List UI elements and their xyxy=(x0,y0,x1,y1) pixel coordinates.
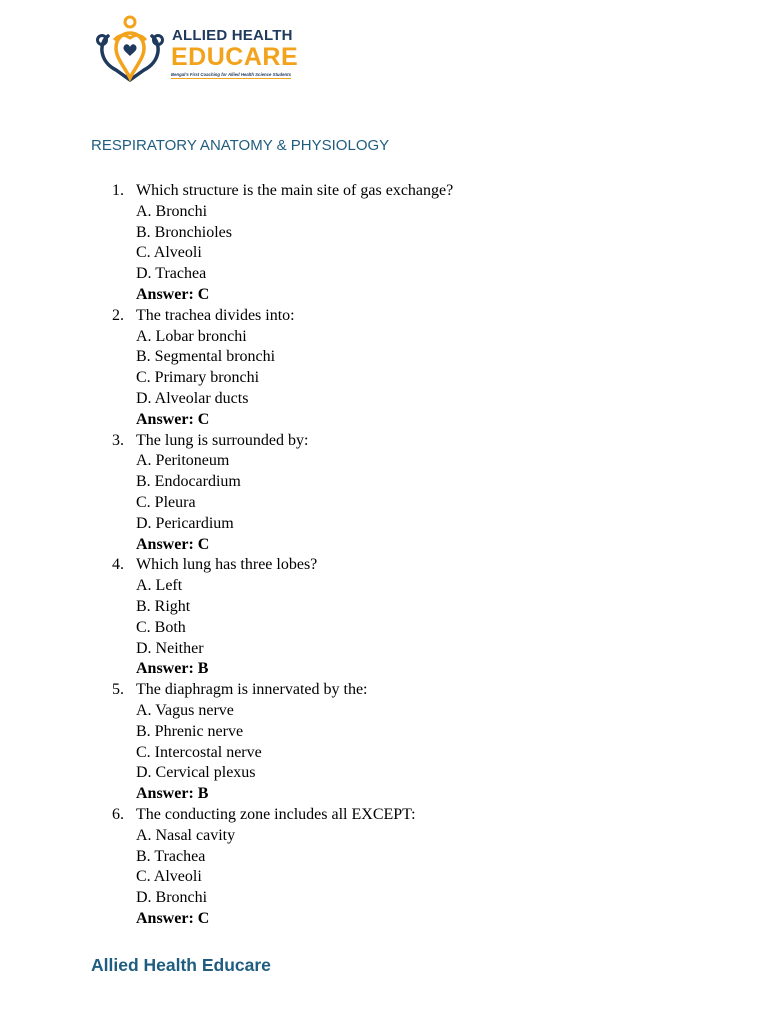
question-text: The conducting zone includes all EXCEPT: xyxy=(136,805,416,823)
option-a: A. Vagus nerve xyxy=(136,701,234,719)
option-a: A. Peritoneum xyxy=(136,452,230,470)
question-number: 5. xyxy=(112,681,124,699)
option-b: B. Bronchioles xyxy=(136,223,232,241)
question-text: Which structure is the main site of gas exchange? xyxy=(136,182,454,199)
option-d: D. Neither xyxy=(136,639,204,657)
option-c: C. Primary bronchi xyxy=(136,369,260,387)
option-c: C. Both xyxy=(136,618,186,636)
question-number: 1. xyxy=(112,182,124,199)
answer-label: Answer: B xyxy=(136,785,209,803)
option-c: C. Alveoli xyxy=(136,868,202,886)
question-item xyxy=(112,680,672,805)
option-a: A. Bronchi xyxy=(136,202,208,220)
option-b: B. Phrenic nerve xyxy=(136,722,244,740)
option-b: B. Right xyxy=(136,597,191,615)
option-a: A. Nasal cavity xyxy=(136,826,236,844)
brand-name-line2: EDUCARE xyxy=(171,43,299,71)
question-item xyxy=(112,431,672,556)
brand-name-line1: ALLIED HEALTH xyxy=(172,27,293,44)
option-b: B. Trachea xyxy=(136,847,206,865)
question-number: 6. xyxy=(112,805,124,823)
question-text: Which lung has three lobes? xyxy=(136,556,318,574)
people-pin-icon xyxy=(94,14,166,84)
option-a: A. Left xyxy=(136,577,183,595)
footer-brand: Allied Health Educare xyxy=(91,955,271,975)
question-list xyxy=(112,181,672,930)
question-item xyxy=(112,306,672,431)
option-c: C. Intercostal nerve xyxy=(136,743,262,761)
answer-label: Answer: C xyxy=(136,285,210,303)
question-number: 3. xyxy=(112,431,124,449)
option-d: D. Pericardium xyxy=(136,514,234,532)
answer-label: Answer: C xyxy=(136,410,210,428)
brand-logo xyxy=(94,14,299,84)
answer-label: Answer: B xyxy=(136,660,209,678)
question-text: The trachea divides into: xyxy=(136,306,295,324)
section-title: RESPIRATORY ANATOMY & PHYSIOLOGY xyxy=(91,137,390,154)
answer-label: Answer: C xyxy=(136,535,210,553)
option-c: C. Alveoli xyxy=(136,244,202,262)
option-a: A. Lobar bronchi xyxy=(136,327,247,345)
question-item xyxy=(112,805,672,930)
option-b: B. Segmental bronchi xyxy=(136,348,276,366)
option-c: C. Pleura xyxy=(136,493,196,511)
question-text: The lung is surrounded by: xyxy=(136,431,309,449)
option-d: D. Trachea xyxy=(136,265,207,283)
question-item xyxy=(112,555,672,680)
option-d: D. Cervical plexus xyxy=(136,764,256,782)
question-number: 4. xyxy=(112,556,124,574)
option-d: D. Bronchi xyxy=(136,889,208,907)
question-number: 2. xyxy=(112,306,124,324)
brand-tagline: Bengal's First Coaching for Allied Health Science Students xyxy=(171,72,292,77)
question-text: The diaphragm is innervated by the: xyxy=(136,681,368,699)
question-item xyxy=(112,181,672,306)
option-b: B. Endocardium xyxy=(136,473,241,491)
option-d: D. Alveolar ducts xyxy=(136,389,249,407)
answer-label: Answer: C xyxy=(136,909,210,927)
